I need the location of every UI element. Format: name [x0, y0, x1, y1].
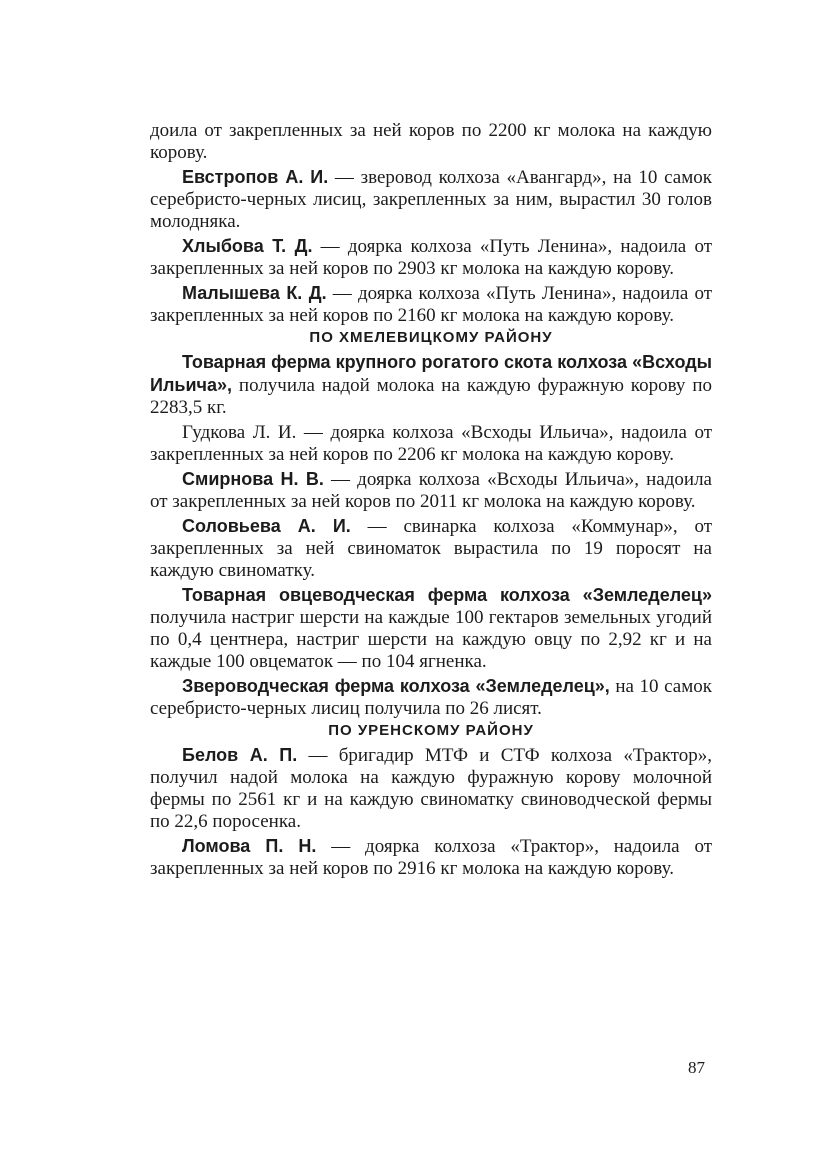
paragraph-evstropov: Евстропов А. И. — зверовод колхоза «Авангард», на 10 самок серебристо-черных лисиц, закрепленных за ним, вырастил 30 голов молодняка. [150, 167, 712, 232]
page-body [150, 117, 712, 880]
paragraph-sheep-farm: Товарная овцеводческая ферма колхоза «Земледелец» получила настриг шерсти на каждые 100 гектаров земельных угодий по 0,4 центнера, настриг шерсти на каждую овцу по 2,92 кг и на каждые 100 овцематок — по 104 ягненка. [150, 585, 712, 672]
paragraph-fur-farm: Звероводческая ферма колхоза «Земледелец», на 10 самок серебристо-черных лисиц получила по 26 лисят. [150, 676, 712, 719]
paragraph-continuation: доила от закрепленных за ней коров по 2200 кг молока на каждую корову. [150, 120, 712, 163]
page-number: 87 [688, 1058, 705, 1077]
paragraph-khlybova: Хлыбова Т. Д. — доярка колхоза «Путь Ленина», надоила от закрепленных за ней коров по 2903 кг молока на каждую корову. [150, 236, 712, 279]
section-heading-urensky: ПО УРЕНСКОМУ РАЙОНУ [328, 722, 534, 739]
paragraph-solovyeva: Соловьева А. И. — свинарка колхоза «Коммунар», от закрепленных за ней свиноматок вырастила по 19 поросят на каждую свиноматку. [150, 516, 712, 581]
paragraph-belov: Белов А. П. — бригадир МТФ и СТФ колхоза «Трактор», получил надой молока на каждую фуражную корову молочной фермы по 2561 кг и на каждую свиноматку свиноводческой фермы по 22,6 поросенка. [150, 745, 712, 832]
paragraph-malysheva: Малышева К. Д. — доярка колхоза «Путь Ленина», надоила от закрепленных за ней коров по 2160 кг молока на каждую корову. [150, 283, 712, 326]
paragraph-gudkova: Гудкова Л. И. — доярка колхоза «Всходы Ильича», надоила от закрепленных за ней коров по 2206 кг молока на каждую корову. [150, 422, 712, 465]
section-heading-khmelevitsky: ПО ХМЕЛЕВИЦКОМУ РАЙОНУ [309, 329, 553, 346]
paragraph-lomova: Ломова П. Н. — доярка колхоза «Трактор», надоила от закрепленных за ней коров по 2916 кг молока на каждую корову. [150, 836, 712, 879]
paragraph-smirnova: Смирнова Н. В. — доярка колхоза «Всходы Ильича», надоила от закрепленных за ней коров по 2011 кг молока на каждую корову. [150, 469, 712, 512]
paragraph-farm-vskhody: Товарная ферма крупного рогатого скота колхоза «Всходы Ильича», получила надой молока на каждую фуражную корову по 2283,5 кг. [150, 352, 712, 418]
